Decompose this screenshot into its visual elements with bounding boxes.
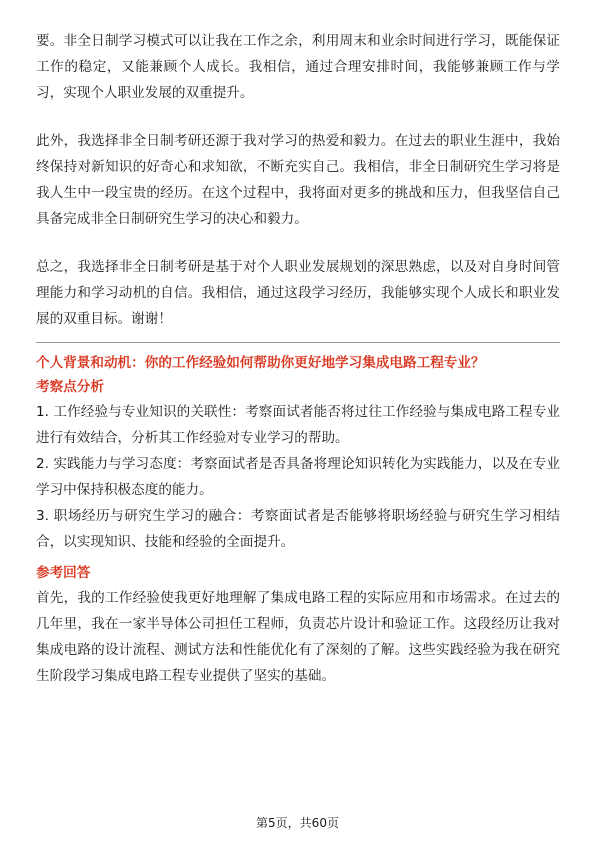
analysis-item: 3. 职场经历与研究生学习的融合：考察面试者是否能够将职场经验与研究生学习相结合，以实现知识、技能和经验的全面提升。 bbox=[36, 508, 560, 550]
body-paragraph: 要。非全日制学习模式可以让我在工作之余，利用周末和业余时间进行学习，既能保证工作的稳定，又能兼顾个人成长。我相信，通过合理安排时间，我能够兼顾工作与学习，实现个人职业发展的双重提升。 bbox=[36, 33, 560, 101]
question-title: 个人背景和动机：你的工作经验如何帮助你更好地学习集成电路工程专业？ bbox=[36, 355, 485, 371]
analysis-item: 2. 实践能力与学习态度：考察面试者是否具备将理论知识转化为实践能力，以及在专业学习中保持积极态度的能力。 bbox=[36, 456, 560, 498]
analysis-heading: 考察点分析 bbox=[36, 379, 104, 395]
body-paragraph: 总之，我选择非全日制考研是基于对个人职业发展规划的深思熟虑，以及对自身时间管理能力和学习动机的自信。我相信，通过这段学习经历，我能够实现个人成长和职业发展的双重目标。谢谢！ bbox=[36, 259, 560, 327]
section-divider bbox=[36, 342, 560, 343]
document-page bbox=[36, 28, 560, 689]
body-paragraph: 此外，我选择非全日制考研还源于我对学习的热爱和毅力。在过去的职业生涯中，我始终保持对新知识的好奇心和求知欲，不断充实自己。我相信，非全日制研究生学习将是我人生中一段宝贵的经历。在这个过程中，我将面对更多的挑战和压力，但我坚信自己具备完成非全日制研究生学习的决心和毅力。 bbox=[36, 133, 560, 227]
answer-heading: 参考回答 bbox=[36, 565, 91, 581]
page-number: 第5页，共60页 bbox=[256, 816, 339, 830]
analysis-item: 1. 工作经验与专业知识的关联性：考察面试者能否将过往工作经验与集成电路工程专业进行有效结合，分析其工作经验对专业学习的帮助。 bbox=[36, 404, 560, 446]
answer-text: 首先，我的工作经验使我更好地理解了集成电路工程的实际应用和市场需求。在过去的几年里，我在一家半导体公司担任工程师，负责芯片设计和验证工作。这段经历让我对集成电路的设计流程、测试方法和性能优化有了深刻的了解。这些实践经验为我在研究生阶段学习集成电路工程专业提供了坚实的基础。 bbox=[36, 590, 560, 684]
